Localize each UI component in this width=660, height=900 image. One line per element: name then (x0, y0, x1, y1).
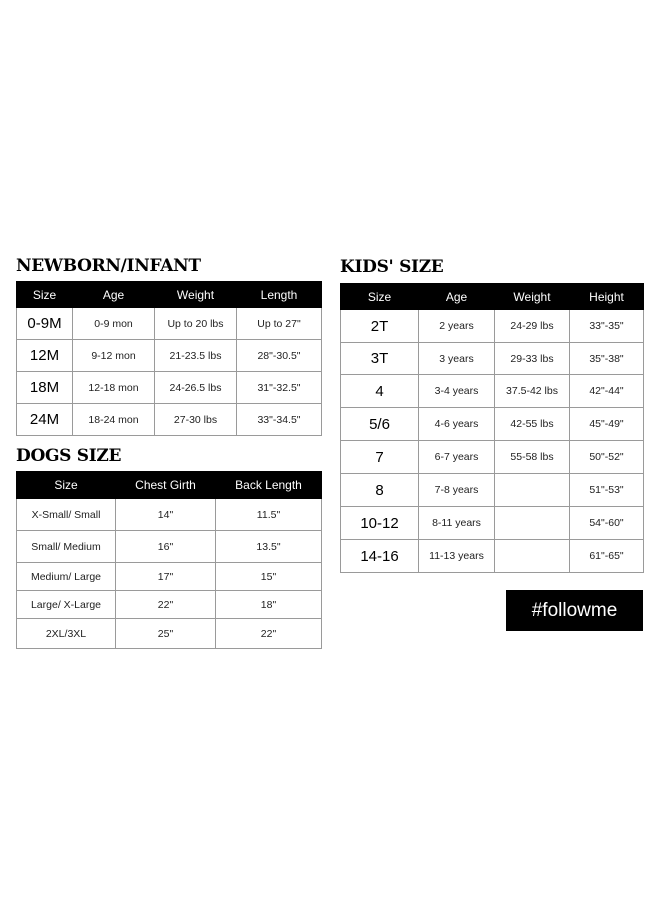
newborn-size-table (16, 281, 322, 436)
weight-cell (495, 507, 570, 540)
age-cell: 7-8 years (419, 474, 495, 507)
table-row (341, 375, 644, 408)
table-row (17, 499, 322, 531)
size-cell: Small/ Medium (17, 531, 116, 563)
back-length-cell: 13.5" (216, 531, 322, 563)
weight-cell: 29-33 lbs (495, 343, 570, 375)
size-cell: 10-12 (341, 507, 419, 540)
kids-size-table (340, 283, 644, 573)
table-row (341, 408, 644, 441)
size-cell: 2XL/3XL (17, 619, 116, 649)
age-cell: 12-18 mon (73, 372, 155, 404)
weight-cell: 24-26.5 lbs (155, 372, 237, 404)
weight-cell: 21-23.5 lbs (155, 340, 237, 372)
height-cell: 42"-44" (570, 375, 644, 408)
back-length-cell: 11.5" (216, 499, 322, 531)
age-cell: 4-6 years (419, 408, 495, 441)
height-cell: 54"-60" (570, 507, 644, 540)
chest-girth-cell: 22" (116, 591, 216, 619)
weight-cell (495, 540, 570, 573)
table-row (341, 474, 644, 507)
length-cell: 28"-30.5" (237, 340, 322, 372)
age-cell: 2 years (419, 310, 495, 343)
height-cell: 61"-65" (570, 540, 644, 573)
size-cell: 5/6 (341, 408, 419, 441)
followme-label: #followme (531, 599, 618, 621)
length-cell: Up to 27" (237, 308, 322, 340)
column-header: Height (570, 284, 644, 310)
size-cell: 14-16 (341, 540, 419, 573)
newborn-heading: NEWBORN/INFANT (16, 256, 201, 276)
column-header: Length (237, 282, 322, 308)
dogs-size-table (16, 471, 322, 649)
weight-cell: 42-55 lbs (495, 408, 570, 441)
height-cell: 45"-49" (570, 408, 644, 441)
column-header: Weight (495, 284, 570, 310)
table-row (341, 310, 644, 343)
height-cell: 50"-52" (570, 441, 644, 474)
column-header: Size (341, 284, 419, 310)
column-header: Size (17, 472, 116, 499)
column-header: Size (17, 282, 73, 308)
column-header: Back Length (216, 472, 322, 499)
size-cell: 24M (17, 404, 73, 436)
table-row (341, 540, 644, 573)
column-header: Age (73, 282, 155, 308)
dogs-heading: DOGS SIZE (16, 446, 122, 466)
size-cell: Medium/ Large (17, 563, 116, 591)
age-cell: 0-9 mon (73, 308, 155, 340)
table-row (17, 308, 322, 340)
chest-girth-cell: 17" (116, 563, 216, 591)
table-row (17, 591, 322, 619)
size-cell: Large/ X-Large (17, 591, 116, 619)
height-cell: 51"-53" (570, 474, 644, 507)
size-cell: 7 (341, 441, 419, 474)
size-cell: 18M (17, 372, 73, 404)
weight-cell: Up to 20 lbs (155, 308, 237, 340)
table-header-row (17, 472, 322, 499)
back-length-cell: 15" (216, 563, 322, 591)
kids-heading: KIDS' SIZE (340, 257, 444, 277)
size-cell: 4 (341, 375, 419, 408)
age-cell: 3-4 years (419, 375, 495, 408)
size-cell: 0-9M (17, 308, 73, 340)
back-length-cell: 22" (216, 619, 322, 649)
table-row (17, 619, 322, 649)
table-row (17, 563, 322, 591)
table-row (341, 441, 644, 474)
weight-cell: 27-30 lbs (155, 404, 237, 436)
age-cell: 9-12 mon (73, 340, 155, 372)
age-cell: 3 years (419, 343, 495, 375)
length-cell: 33"-34.5" (237, 404, 322, 436)
table-row (17, 372, 322, 404)
table-header-row (17, 282, 322, 308)
table-row (17, 340, 322, 372)
weight-cell: 55-58 lbs (495, 441, 570, 474)
chest-girth-cell: 16" (116, 531, 216, 563)
weight-cell (495, 474, 570, 507)
column-header: Age (419, 284, 495, 310)
size-cell: X-Small/ Small (17, 499, 116, 531)
height-cell: 35"-38" (570, 343, 644, 375)
size-cell: 3T (341, 343, 419, 375)
age-cell: 8-11 years (419, 507, 495, 540)
weight-cell: 24-29 lbs (495, 310, 570, 343)
age-cell: 11-13 years (419, 540, 495, 573)
chest-girth-cell: 14" (116, 499, 216, 531)
length-cell: 31"-32.5" (237, 372, 322, 404)
followme-badge (506, 590, 643, 631)
size-cell: 8 (341, 474, 419, 507)
table-header-row (341, 284, 644, 310)
age-cell: 6-7 years (419, 441, 495, 474)
table-row (17, 404, 322, 436)
column-header: Chest Girth (116, 472, 216, 499)
size-cell: 12M (17, 340, 73, 372)
table-row (341, 343, 644, 375)
chest-girth-cell: 25" (116, 619, 216, 649)
height-cell: 33"-35" (570, 310, 644, 343)
table-row (17, 531, 322, 563)
back-length-cell: 18" (216, 591, 322, 619)
table-row (341, 507, 644, 540)
age-cell: 18-24 mon (73, 404, 155, 436)
column-header: Weight (155, 282, 237, 308)
weight-cell: 37.5-42 lbs (495, 375, 570, 408)
size-cell: 2T (341, 310, 419, 343)
